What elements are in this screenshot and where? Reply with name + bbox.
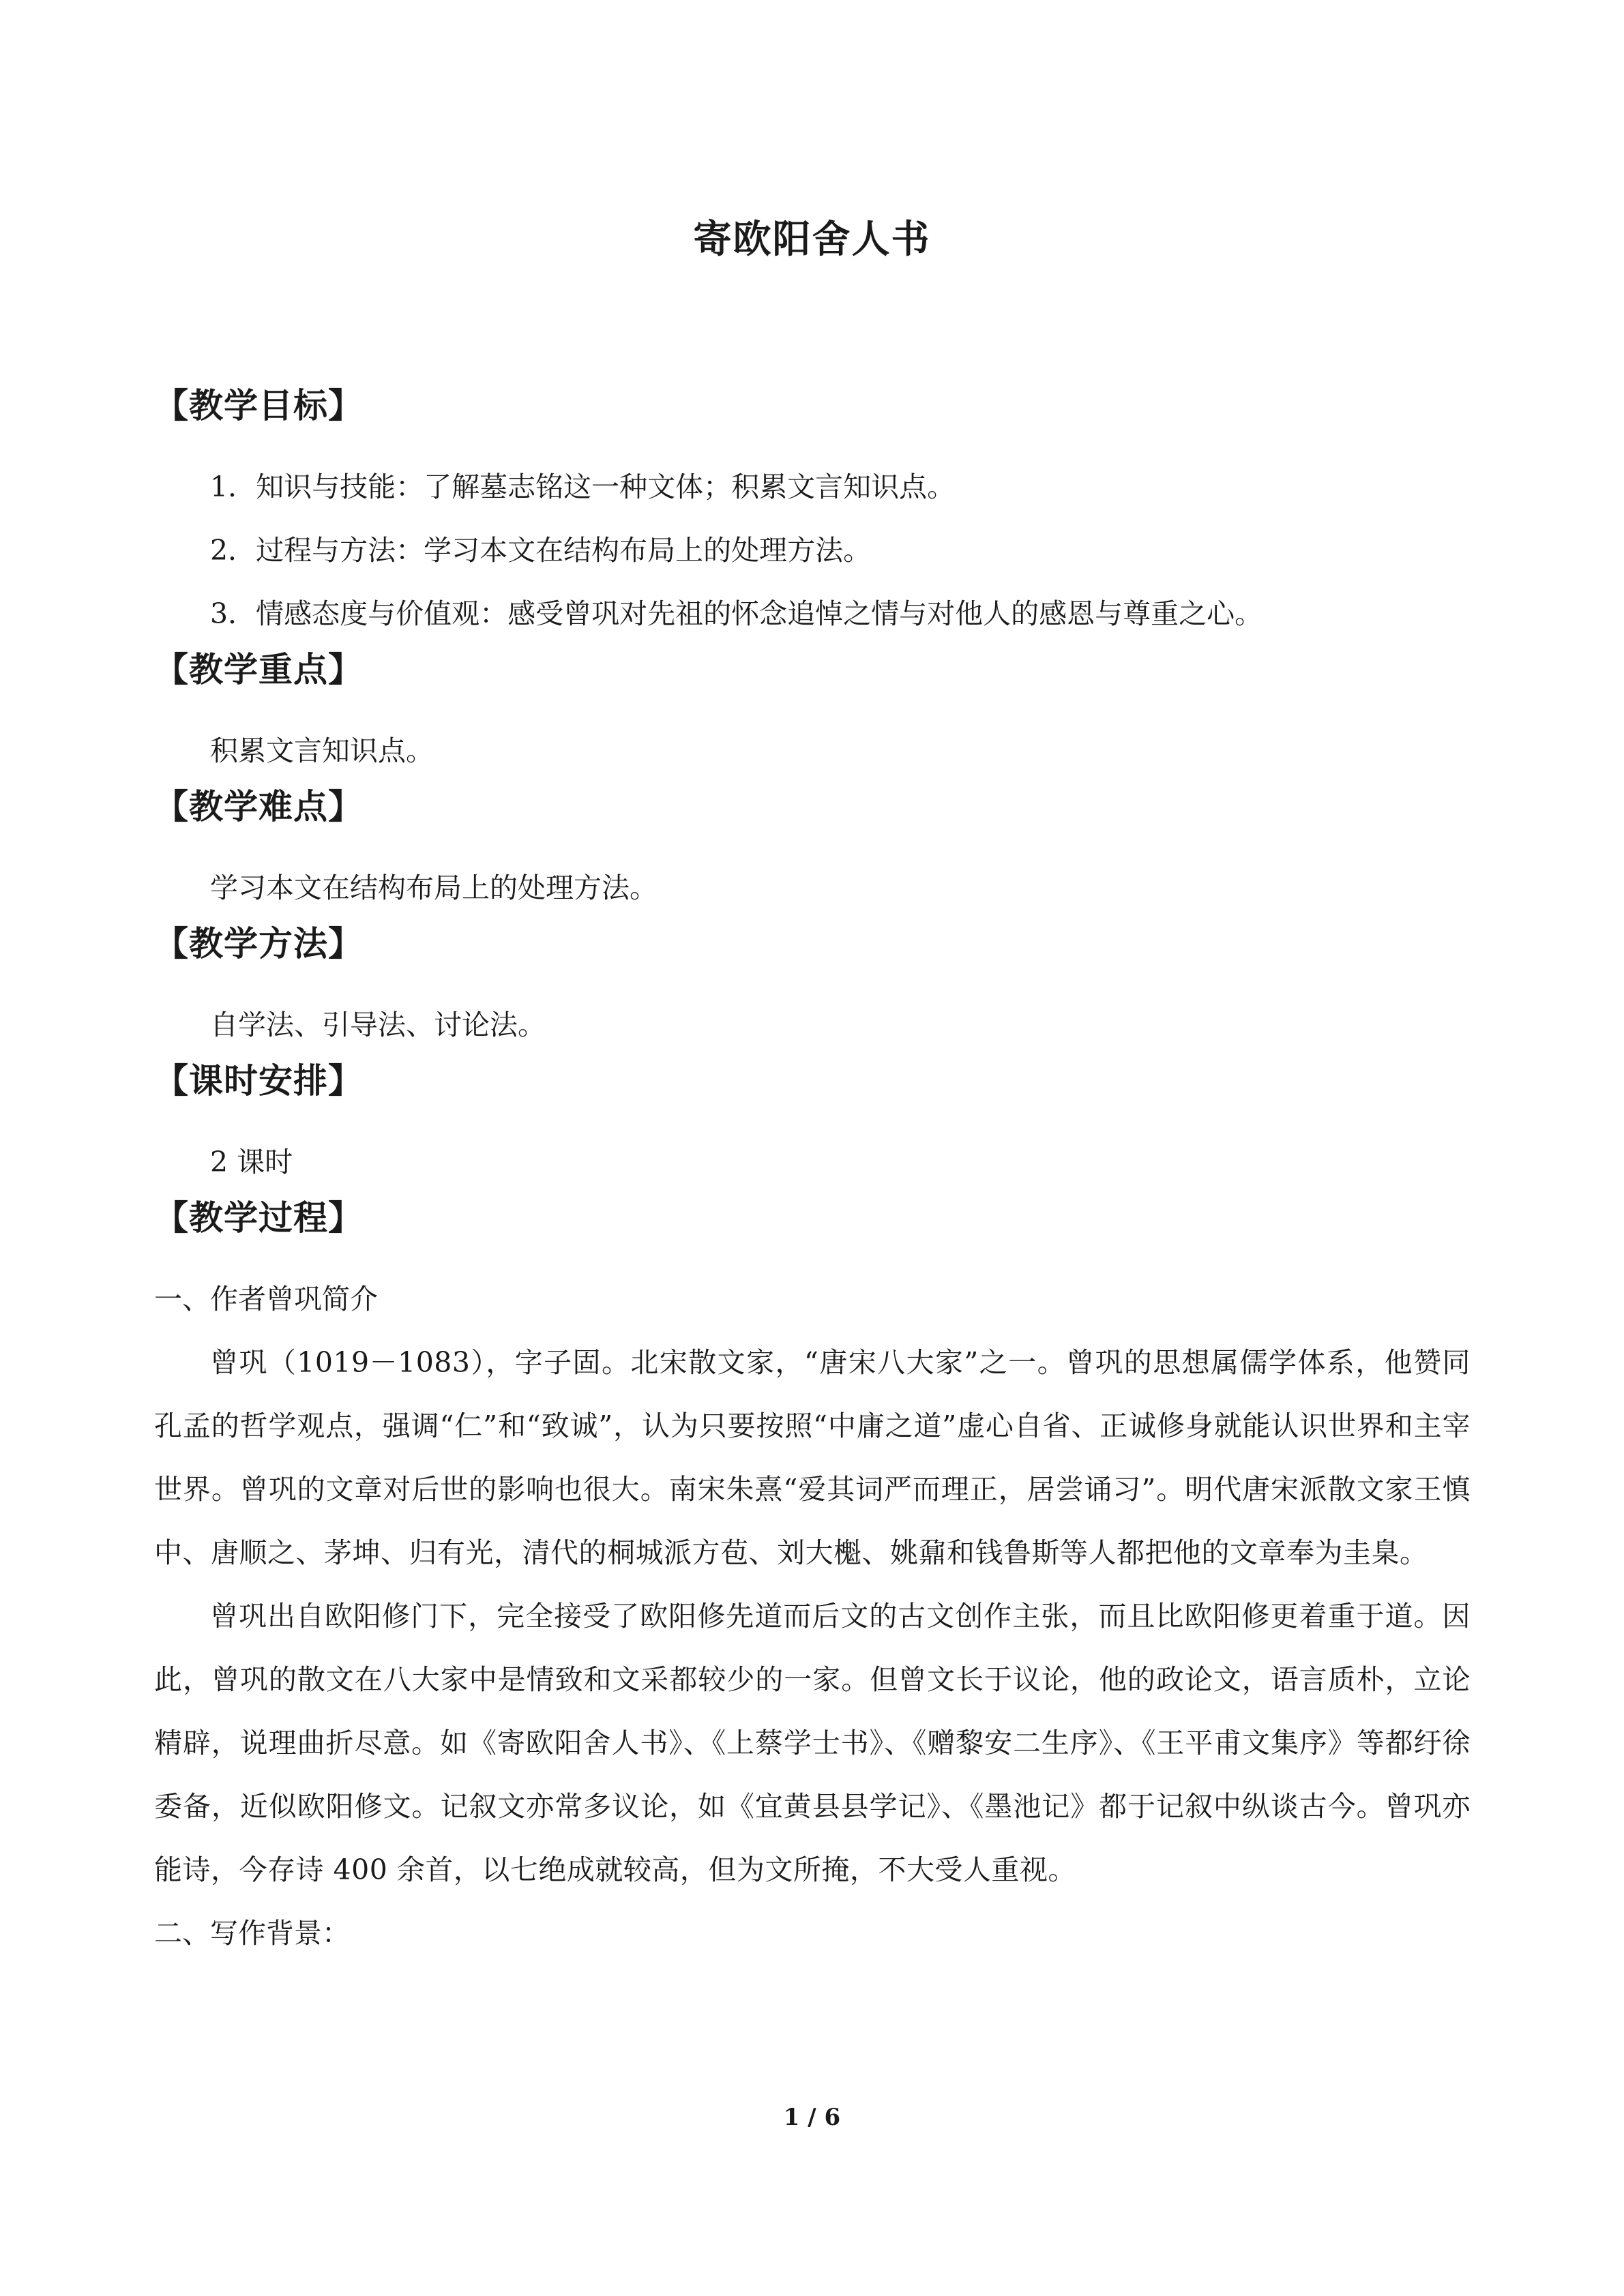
methods-text: 自学法、引导法、讨论法。 — [210, 1009, 546, 1041]
heading-difficulties: 【教学难点】 — [154, 787, 363, 826]
heading-methods: 【教学方法】 — [154, 924, 363, 964]
document-body — [154, 382, 1471, 1965]
process-part1-paragraph-1: 曾巩（1019－1083），字子固。北宋散文家，“唐宋八大家”之一。曾巩的思想属儒学体系，他赞同孔孟的哲学观点，强调“仁”和“致诚”，认为只要按照“中庸之道”虚心自省、正诚修身就能认识世界和主宰世界。曾巩的文章对后世的影响也很大。南宋朱熹“爱其词严而理正，居尝诵习”。明代唐宋派散文家王慎中、唐顺之、茅坤、归有光，清代的桐城派方苞、刘大櫆、姚鼐和钱鲁斯等人都把他的文章奉为圭臬。 — [154, 1346, 1471, 1569]
objective-item-1: 1．知识与技能：了解墓志铭这一种文体；积累文言知识点。 — [210, 471, 956, 503]
heading-process: 【教学过程】 — [154, 1198, 363, 1238]
heading-key-points: 【教学重点】 — [154, 650, 363, 689]
process-part1-paragraph-2: 曾巩出自欧阳修门下，完全接受了欧阳修先道而后文的古文创作主张，而且比欧阳修更着重于道。因此，曾巩的散文在八大家中是情致和文采都较少的一家。但曾文长于议论，他的政论文，语言质朴，立论精辟，说理曲折尽意。如《寄欧阳舍人书》、《上蔡学士书》、《赠黎安二生序》、《王平甫文集序》等都纡徐委备，近似欧阳修文。记叙文亦常多议论，如《宜黄县县学记》、《墨池记》都于记叙中纵谈古今。曾巩亦能诗，今存诗 400 余首，以七绝成就较高，但为文所掩，不大受人重视。 — [154, 1600, 1471, 1886]
objective-item-2: 2．过程与方法：学习本文在结构布局上的处理方法。 — [210, 534, 872, 567]
objective-item-3: 3．情感态度与价值观：感受曾巩对先祖的怀念追悼之情与对他人的感恩与尊重之心。 — [210, 597, 1263, 630]
difficulties-text: 学习本文在结构布局上的处理方法。 — [210, 871, 658, 904]
process-part1-label: 一、作者曾巩简介 — [154, 1283, 378, 1315]
process-part2-label: 二、写作背景： — [154, 1917, 350, 1950]
heading-objectives: 【教学目标】 — [154, 386, 363, 426]
key-points-text: 积累文言知识点。 — [210, 734, 434, 767]
page-number: 1 / 6 — [783, 2104, 841, 2131]
document-title: 寄欧阳舍人书 — [693, 218, 931, 262]
heading-schedule: 【课时安排】 — [154, 1061, 363, 1101]
schedule-text: 2 课时 — [210, 1146, 293, 1178]
